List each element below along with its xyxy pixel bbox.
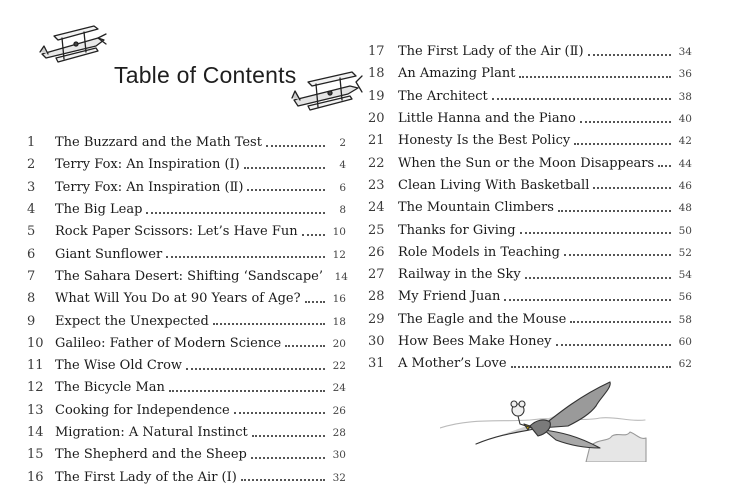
- toc-entry-page: 40: [678, 113, 692, 126]
- toc-entry-number: 4: [27, 202, 36, 218]
- eagle-and-mouse-illustration: [440, 376, 650, 462]
- dot-leader: [251, 456, 325, 459]
- toc-entry-page: 38: [678, 90, 692, 103]
- toc-entry-number: 29: [368, 311, 385, 327]
- toc-entry[interactable]: [22, 132, 346, 154]
- toc-entry-title: The First Lady of the Air (Ⅰ): [55, 469, 237, 485]
- toc-entry-number: 15: [27, 447, 44, 463]
- toc-entry-page: 20: [332, 337, 346, 350]
- toc-entry-title: The First Lady of the Air (Ⅱ): [398, 44, 584, 60]
- dot-leader: [234, 411, 325, 414]
- toc-entry-number: 24: [368, 200, 385, 216]
- toc-entry-number: 7: [27, 268, 36, 284]
- toc-entry-title: Cooking for Independence: [55, 402, 230, 418]
- dot-leader: [244, 166, 325, 169]
- toc-entry-title: The Mountain Climbers: [398, 200, 554, 216]
- toc-entry-title: The Architect: [398, 88, 488, 104]
- dot-leader: [247, 188, 325, 191]
- toc-entry-number: 27: [368, 267, 385, 283]
- dot-leader: [266, 144, 325, 147]
- biplane-illustration-2: [286, 66, 364, 114]
- toc-entry-title: Thanks for Giving: [398, 222, 516, 238]
- toc-entry[interactable]: [22, 466, 346, 488]
- toc-entry-number: 31: [368, 356, 385, 372]
- toc-entry-title: A Mother’s Love: [398, 356, 507, 372]
- toc-entry-title: The Wise Old Crow: [55, 358, 183, 374]
- toc-entry[interactable]: [368, 242, 692, 264]
- dot-leader: [241, 478, 325, 481]
- dot-leader: [186, 367, 325, 370]
- dot-leader: [166, 255, 325, 258]
- toc-entry-page: 36: [678, 68, 692, 81]
- dot-leader: [169, 389, 325, 392]
- toc-entry[interactable]: [22, 444, 346, 466]
- toc-entry-number: 10: [27, 335, 44, 351]
- toc-entry-page: 6: [339, 181, 346, 194]
- toc-entry[interactable]: [22, 310, 346, 332]
- toc-entry[interactable]: [22, 422, 346, 444]
- toc-entry[interactable]: [368, 108, 692, 130]
- toc-entry-number: 12: [27, 380, 44, 396]
- toc-entry-title: Role Models in Teaching: [398, 244, 560, 260]
- toc-entry-page: 22: [332, 360, 346, 373]
- toc-entry[interactable]: [368, 175, 692, 197]
- dot-leader: [558, 209, 671, 212]
- toc-entry[interactable]: [22, 221, 346, 243]
- toc-entry[interactable]: [22, 266, 346, 288]
- toc-entry-number: 5: [27, 224, 36, 240]
- toc-column-left: [22, 132, 346, 489]
- toc-entry-page: 48: [678, 202, 692, 215]
- toc-entry[interactable]: [368, 286, 692, 308]
- dot-leader: [492, 97, 671, 100]
- toc-entry-page: 8: [339, 204, 346, 217]
- toc-entry[interactable]: [368, 41, 692, 63]
- dot-leader: [570, 320, 671, 323]
- toc-entry-page: 52: [678, 246, 692, 259]
- toc-column-right: [368, 41, 692, 375]
- toc-entry-title: Rock Paper Scissors: Let’s Have Fun: [55, 224, 298, 240]
- toc-entry-title: The Sahara Desert: Shifting ‘Sandscape’: [55, 268, 323, 284]
- toc-entry-number: 28: [368, 289, 385, 305]
- toc-entry-page: 34: [678, 46, 692, 59]
- toc-entry-number: 16: [27, 469, 44, 485]
- toc-entry-title: Little Hanna and the Piano: [398, 111, 576, 127]
- toc-entry-page: 46: [678, 179, 692, 192]
- toc-entry-title: The Big Leap: [55, 202, 143, 218]
- toc-entry-page: 58: [678, 313, 692, 326]
- toc-entry-page: 24: [332, 382, 346, 395]
- toc-entry-title: Galileo: Father of Modern Science: [55, 335, 282, 351]
- toc-entry-page: 32: [332, 471, 346, 484]
- toc-entry[interactable]: [368, 264, 692, 286]
- toc-entry-title: The Buzzard and the Math Test: [55, 135, 262, 151]
- toc-entry[interactable]: [22, 355, 346, 377]
- toc-entry[interactable]: [368, 197, 692, 219]
- toc-entry-page: 60: [678, 336, 692, 348]
- toc-entry[interactable]: [368, 63, 692, 85]
- toc-entry[interactable]: [368, 219, 692, 241]
- dot-leader: [564, 253, 671, 256]
- toc-entry-number: 21: [368, 133, 385, 149]
- dot-leader: [213, 322, 325, 325]
- toc-entry-page: 30: [332, 449, 346, 462]
- toc-entry[interactable]: [368, 309, 692, 331]
- dot-leader: [556, 343, 671, 346]
- toc-entry-number: 20: [368, 111, 385, 127]
- dot-leader: [511, 365, 671, 368]
- toc-entry-number: 26: [368, 244, 385, 260]
- toc-entry[interactable]: [22, 154, 346, 176]
- toc-entry-page: 10: [332, 226, 346, 239]
- toc-entry-number: 14: [27, 425, 44, 440]
- dot-leader: [302, 233, 325, 236]
- dot-leader: [658, 164, 671, 167]
- toc-entry[interactable]: [368, 152, 692, 174]
- dot-leader: [305, 300, 325, 303]
- toc-entry[interactable]: [22, 177, 346, 199]
- toc-entry-page: 42: [678, 135, 692, 148]
- toc-entry-title: The Bicycle Man: [55, 380, 165, 396]
- toc-entry-page: 26: [332, 404, 346, 417]
- toc-entry-number: 25: [368, 222, 385, 238]
- dot-leader: [146, 211, 325, 214]
- toc-entry-page: 2: [339, 137, 346, 150]
- biplane-illustration: [36, 24, 110, 66]
- toc-entry-page: 12: [332, 248, 346, 261]
- toc-entry-number: 6: [27, 246, 36, 262]
- toc-entry[interactable]: [22, 377, 346, 399]
- page-title: Table of Contents: [114, 62, 297, 88]
- toc-entry-number: 11: [27, 358, 44, 374]
- toc-entry-number: 30: [368, 334, 385, 349]
- dot-leader: [580, 120, 671, 123]
- toc-entry-title: What Will You Do at 90 Years of Age?: [55, 291, 301, 307]
- toc-entry-page: 62: [678, 358, 692, 371]
- toc-entry[interactable]: [22, 288, 346, 310]
- dot-leader: [520, 231, 671, 234]
- toc-entry-number: 22: [368, 155, 385, 171]
- toc-entry-page: 44: [678, 157, 692, 170]
- dot-leader: [574, 142, 671, 145]
- dot-leader: [593, 186, 671, 189]
- dot-leader: [285, 344, 325, 347]
- toc-entry-title: Migration: A Natural Instinct: [55, 425, 248, 440]
- toc-entry-number: 9: [27, 313, 36, 329]
- toc-entry[interactable]: [368, 130, 692, 152]
- toc-entry-page: 50: [678, 224, 692, 237]
- toc-entry[interactable]: [368, 86, 692, 108]
- toc-entry-title: Expect the Unexpected: [55, 313, 209, 329]
- toc-entry-number: 23: [368, 177, 385, 193]
- toc-entry-title: When the Sun or the Moon Disappears: [398, 155, 655, 171]
- toc-entry-page: 18: [332, 315, 346, 328]
- toc-entry-page: 14: [334, 270, 348, 283]
- dot-leader: [525, 276, 671, 279]
- toc-entry-page: 56: [678, 291, 692, 304]
- toc-entry[interactable]: [22, 199, 346, 221]
- toc-entry-page: 4: [339, 159, 346, 172]
- toc-entry-title: Clean Living With Basketball: [398, 177, 590, 193]
- toc-entry-page: 54: [678, 269, 692, 282]
- toc-entry-number: 18: [368, 66, 385, 82]
- toc-entry-title: The Eagle and the Mouse: [398, 311, 567, 327]
- toc-entry[interactable]: [22, 400, 346, 422]
- dot-leader: [519, 75, 671, 78]
- toc-entry-title: Honesty Is the Best Policy: [398, 133, 571, 149]
- toc-entry-title: Terry Fox: An Inspiration (Ⅱ): [55, 179, 244, 195]
- toc-entry[interactable]: [22, 333, 346, 355]
- dot-leader: [588, 53, 671, 56]
- toc-entry[interactable]: [22, 243, 346, 265]
- toc-entry-number: 1: [27, 135, 36, 151]
- toc-entry-number: 3: [27, 179, 36, 195]
- toc-entry-title: Railway in the Sky: [398, 267, 521, 283]
- toc-entry-page: 16: [332, 293, 346, 306]
- toc-entry-title: Terry Fox: An Inspiration (Ⅰ): [55, 157, 240, 173]
- toc-entry-title: Giant Sunflower: [55, 246, 163, 262]
- toc-entry-title: My Friend Juan: [398, 289, 501, 305]
- toc-entry-number: 17: [368, 44, 385, 60]
- toc-entry-number: 8: [27, 291, 36, 307]
- toc-entry-title: An Amazing Plant: [398, 66, 516, 82]
- toc-entry-number: 19: [368, 88, 385, 104]
- dot-leader: [504, 298, 671, 301]
- toc-entry-page: 28: [332, 427, 346, 439]
- toc-entry[interactable]: [368, 353, 692, 375]
- toc-entry-title: How Bees Make Honey: [398, 334, 552, 349]
- toc-entry-title: The Shepherd and the Sheep: [55, 447, 247, 463]
- toc-entry-number: 2: [27, 157, 36, 173]
- dot-leader: [252, 434, 325, 437]
- toc-entry-number: 13: [27, 402, 44, 418]
- toc-entry[interactable]: [368, 331, 692, 353]
